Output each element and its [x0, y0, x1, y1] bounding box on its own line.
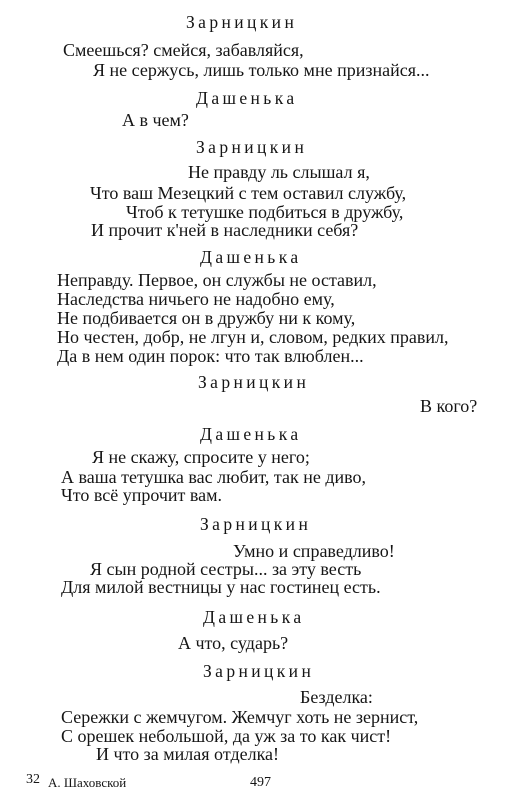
- line-number: 32: [26, 772, 40, 787]
- author-name: А. Шаховской: [48, 775, 127, 790]
- speaker-heading: Зарницкин: [200, 514, 312, 534]
- verse-line: Но честен, добр, не лгун и, словом, редких правил,: [57, 327, 449, 347]
- verse-line: Безделка:: [300, 687, 373, 707]
- speaker-heading: Дашенька: [200, 424, 302, 444]
- verse-line: Да в нем один порок: что так влюблен...: [57, 346, 364, 366]
- verse-line: С орешек небольшой, да уж за то как чист!: [61, 726, 392, 746]
- verse-line: Умно и справедливо!: [233, 541, 395, 561]
- verse-line: Что всё упрочит вам.: [61, 485, 223, 505]
- verse-line: Чтоб к тетушке подбиться в дружбу,: [126, 202, 404, 222]
- speaker-heading: Зарницкин: [203, 661, 315, 681]
- verse-line: Не правду ль слышал я,: [188, 162, 370, 182]
- speaker-heading: Дашенька: [203, 607, 305, 627]
- verse-line: Неправду. Первое, он службы не оставил,: [57, 270, 377, 290]
- page-number: 497: [250, 775, 271, 790]
- speaker-heading: Зарницкин: [198, 372, 310, 392]
- verse-line: Наследства ничьего не надобно ему,: [57, 289, 335, 309]
- verse-line: Смеешься? смейся, забавляйся,: [63, 40, 304, 60]
- verse-line: Что ваш Мезецкий с тем оставил службу,: [90, 183, 407, 203]
- speaker-heading: Зарницкин: [186, 12, 298, 32]
- verse-line: И прочит к'ней в наследники себя?: [91, 220, 359, 240]
- verse-line: Сережки с жемчугом. Жемчуг хоть не зернист,: [61, 707, 419, 727]
- verse-line: А что, сударь?: [178, 633, 289, 653]
- verse-line: В кого?: [420, 396, 478, 416]
- verse-line: Я не сержусь, лишь только мне признайся...: [93, 60, 430, 80]
- verse-line: Для милой вестницы у нас гостинец есть.: [61, 577, 381, 597]
- speaker-heading: Зарницкин: [196, 137, 308, 157]
- speaker-heading: Дашенька: [200, 247, 302, 267]
- verse-line: Я сын родной сестры... за эту весть: [90, 559, 362, 579]
- verse-line: А в чем?: [122, 110, 189, 130]
- verse-line: Я не скажу, спросите у него;: [92, 447, 310, 467]
- verse-line: А ваша тетушка вас любит, так не диво,: [61, 467, 366, 487]
- speaker-heading: Дашенька: [196, 88, 298, 108]
- verse-line: Не подбивается он в дружбу ни к кому,: [57, 308, 356, 328]
- verse-line: И что за милая отделка!: [96, 744, 280, 764]
